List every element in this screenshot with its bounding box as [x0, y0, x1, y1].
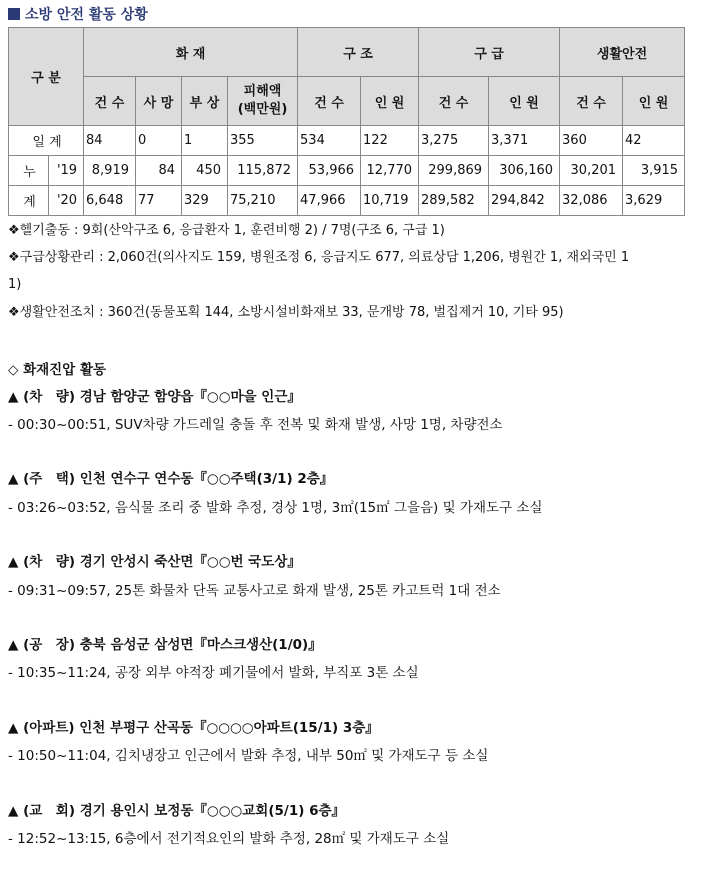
cell: 75,210 — [228, 186, 298, 216]
cell: 289,582 — [419, 186, 489, 216]
report-title — [8, 4, 148, 24]
header-row-1 — [9, 28, 685, 77]
header-category: 구 분 — [9, 28, 84, 126]
incident-detail: - 03:26~03:52, 음식물 조리 중 발화 추정, 경상 1명, 3㎡(15㎡ 그을음) 및 가재도구 소실 — [8, 500, 543, 516]
header-rescue-persons: 인 원 — [361, 77, 419, 126]
cell: 42 — [623, 126, 685, 156]
header-ems-cases: 건 수 — [419, 77, 489, 126]
cell: 8,919 — [84, 156, 136, 186]
header-damage-line1: 피해액 — [243, 84, 282, 99]
incident-detail: - 12:52~13:15, 6층에서 전기적요인의 발화 추정, 28㎡ 및 가재도구 소실 — [8, 831, 450, 847]
header-fire: 화 재 — [84, 28, 298, 77]
cell: 30,201 — [560, 156, 623, 186]
cell: 534 — [298, 126, 361, 156]
header-fire-injuries: 부 상 — [182, 77, 228, 126]
note-ems-management: ❖구급상황관리 : 2,060건(의사지도 159, 병원조정 6, 응급지도 677, 의료상담 1,206, 병원간 1, 재외국민 1 — [8, 250, 630, 265]
cell: 299,869 — [419, 156, 489, 186]
cell: 12,770 — [361, 156, 419, 186]
cell: 306,160 — [489, 156, 560, 186]
header-fire-deaths: 사 망 — [136, 77, 182, 126]
header-fire-damage — [228, 77, 298, 126]
cell: 115,872 — [228, 156, 298, 186]
square-bullet-icon — [8, 8, 20, 20]
cell: 32,086 — [560, 186, 623, 216]
header-row-2 — [9, 77, 685, 126]
header-fire-cases: 건 수 — [84, 77, 136, 126]
header-rescue-cases: 건 수 — [298, 77, 361, 126]
cell: 3,629 — [623, 186, 685, 216]
cell: 47,966 — [298, 186, 361, 216]
cell: 53,966 — [298, 156, 361, 186]
cell: 84 — [136, 156, 182, 186]
cell: 450 — [182, 156, 228, 186]
incident-detail: - 10:35~11:24, 공장 외부 야적장 폐기물에서 발화, 부직포 3톤 소실 — [8, 665, 419, 681]
header-rescue: 구 조 — [298, 28, 419, 77]
incident-heading: ▲ (차 량) 경기 안성시 죽산면『○○번 국도상』 — [8, 554, 301, 570]
note-helicopter: ❖헬기출동 : 9회(산악구조 6, 응급환자 1, 훈련비행 2) / 7명(구조 6, 구급 1) — [8, 223, 445, 238]
row-2020-label: '20 — [49, 186, 84, 216]
statistics-table — [8, 27, 685, 216]
row-daily-label: 일 계 — [9, 126, 84, 156]
row-2020 — [9, 186, 685, 216]
header-ems: 구 급 — [419, 28, 560, 77]
cell: 3,275 — [419, 126, 489, 156]
incident-detail: - 00:30~00:51, SUV차량 가드레일 충돌 후 전복 및 화재 발생, 사망 1명, 차량전소 — [8, 417, 503, 433]
header-damage-line2: (백만원) — [237, 102, 288, 117]
incident-detail: - 09:31~09:57, 25톤 화물차 단독 교통사고로 화재 발생, 25톤 카고트럭 1대 전소 — [8, 583, 501, 599]
header-life-safety: 생활안전 — [560, 28, 685, 77]
row-2019-label: '19 — [49, 156, 84, 186]
incident-heading: ▲ (주 택) 인천 연수구 연수동『○○주택(3/1) 2층』 — [8, 471, 334, 487]
header-ems-persons: 인 원 — [489, 77, 560, 126]
incident-heading: ▲ (공 장) 충북 음성군 삼성면『마스크생산(1/0)』 — [8, 637, 322, 653]
row-daily — [9, 126, 685, 156]
cell: 355 — [228, 126, 298, 156]
cell: 0 — [136, 126, 182, 156]
note-ems-management-cont: 1) — [8, 277, 22, 292]
cell: 77 — [136, 186, 182, 216]
cell: 360 — [560, 126, 623, 156]
cell: 84 — [84, 126, 136, 156]
cell: 3,915 — [623, 156, 685, 186]
incident-heading: ▲ (차 량) 경남 함양군 함양읍『○○마을 인근』 — [8, 389, 301, 405]
incident-heading: ▲ (아파트) 인천 부평구 산곡동『○○○○아파트(15/1) 3층』 — [8, 720, 379, 736]
incident-detail: - 10:50~11:04, 김치냉장고 인근에서 발화 추정, 내부 50㎡ 및 가재도구 등 소실 — [8, 748, 489, 764]
row-2019 — [9, 156, 685, 186]
cell: 6,648 — [84, 186, 136, 216]
cell: 294,842 — [489, 186, 560, 216]
note-life-safety: ❖생활안전조치 : 360건(동물포획 144, 소방시설비화재보 33, 문개방 78, 벌집제거 10, 기타 95) — [8, 305, 564, 320]
cumulative-label-top: 누 — [9, 156, 49, 186]
cell: 3,371 — [489, 126, 560, 156]
cell: 10,719 — [361, 186, 419, 216]
incident-heading: ▲ (교 회) 경기 용인시 보정동『○○○교회(5/1) 6층』 — [8, 803, 346, 819]
cumulative-label-bottom: 계 — [9, 186, 49, 216]
report-title-text: 소방 안전 활동 상황 — [25, 7, 148, 23]
section-title: ◇ 화재진압 활동 — [8, 362, 107, 378]
cell: 1 — [182, 126, 228, 156]
header-life-persons: 인 원 — [623, 77, 685, 126]
cell: 122 — [361, 126, 419, 156]
cell: 329 — [182, 186, 228, 216]
header-life-cases: 건 수 — [560, 77, 623, 126]
